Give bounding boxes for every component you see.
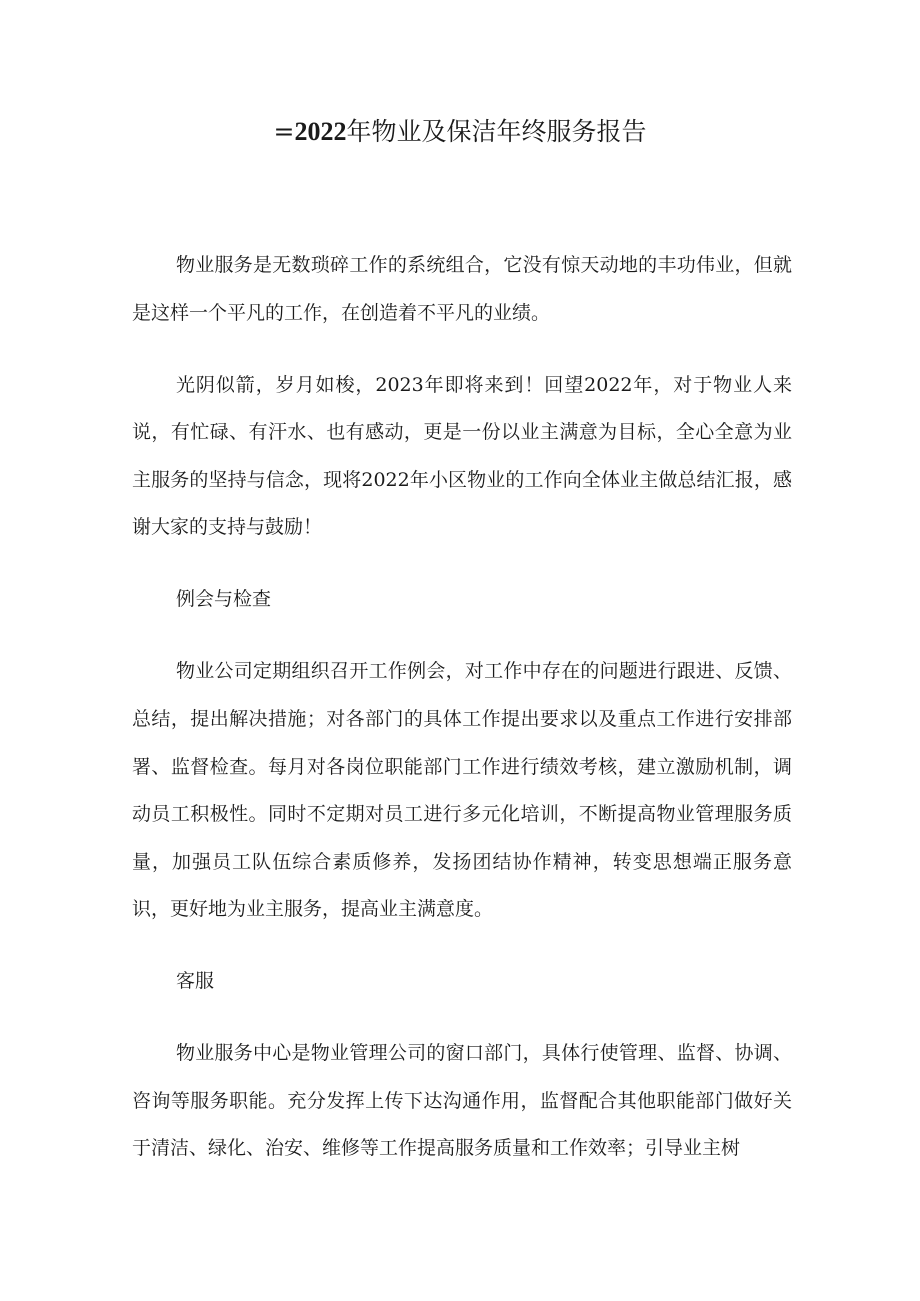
- title-rest: 年物业及保洁年终服务报告: [346, 117, 647, 146]
- paragraph-meetings: 物业公司定期组织召开工作例会，对工作中存在的问题进行跟进、反馈、总结，提出解决措施；对各部门的具体工作提出要求以及重点工作进行安排部署、监督检查。每月对各岗位职能部门工作进行绩效考核，建立激励机制，调动员工积极性。同时不定期对员工进行多元化培训，不断提高物业管理服务质量，加强员工队伍综合素质修养，发扬团结协作精神，转变思想端正服务意识，更好地为业主服务，提高业主满意度。: [132, 660, 792, 921]
- document-title: [0, 112, 920, 152]
- section-heading-customer-service: 客服: [176, 970, 215, 993]
- document-body: [132, 242, 792, 1197]
- section-heading-meetings: 例会与检查: [176, 588, 272, 611]
- title-year: 2022: [294, 117, 347, 146]
- paragraph-customer-service: 物业服务中心是物业管理公司的窗口部门，具体行使管理、监督、协调、咨询等服务职能。充分发挥上传下达沟通作用，监督配合其他职能部门做好关于清洁、绿化、治安、维修等工作提高服务质量和工作效率；引导业主树: [132, 1042, 792, 1160]
- title-prefix: =: [273, 117, 295, 146]
- paragraph-intro: 物业服务是无数琐碎工作的系统组合，它没有惊天动地的丰功伟业，但就是这样一个平凡的工作，在创造着不平凡的业绩。: [132, 254, 792, 324]
- paragraph-review: 光阴似箭，岁月如梭，2023年即将来到！回望2022年，对于物业人来说，有忙碌、有汗水、也有感动，更是一份以业主满意为目标，全心全意为业主服务的坚持与信念，现将2022年小区物业的工作向全体业主做总结汇报，感谢大家的支持与鼓励！: [132, 373, 792, 539]
